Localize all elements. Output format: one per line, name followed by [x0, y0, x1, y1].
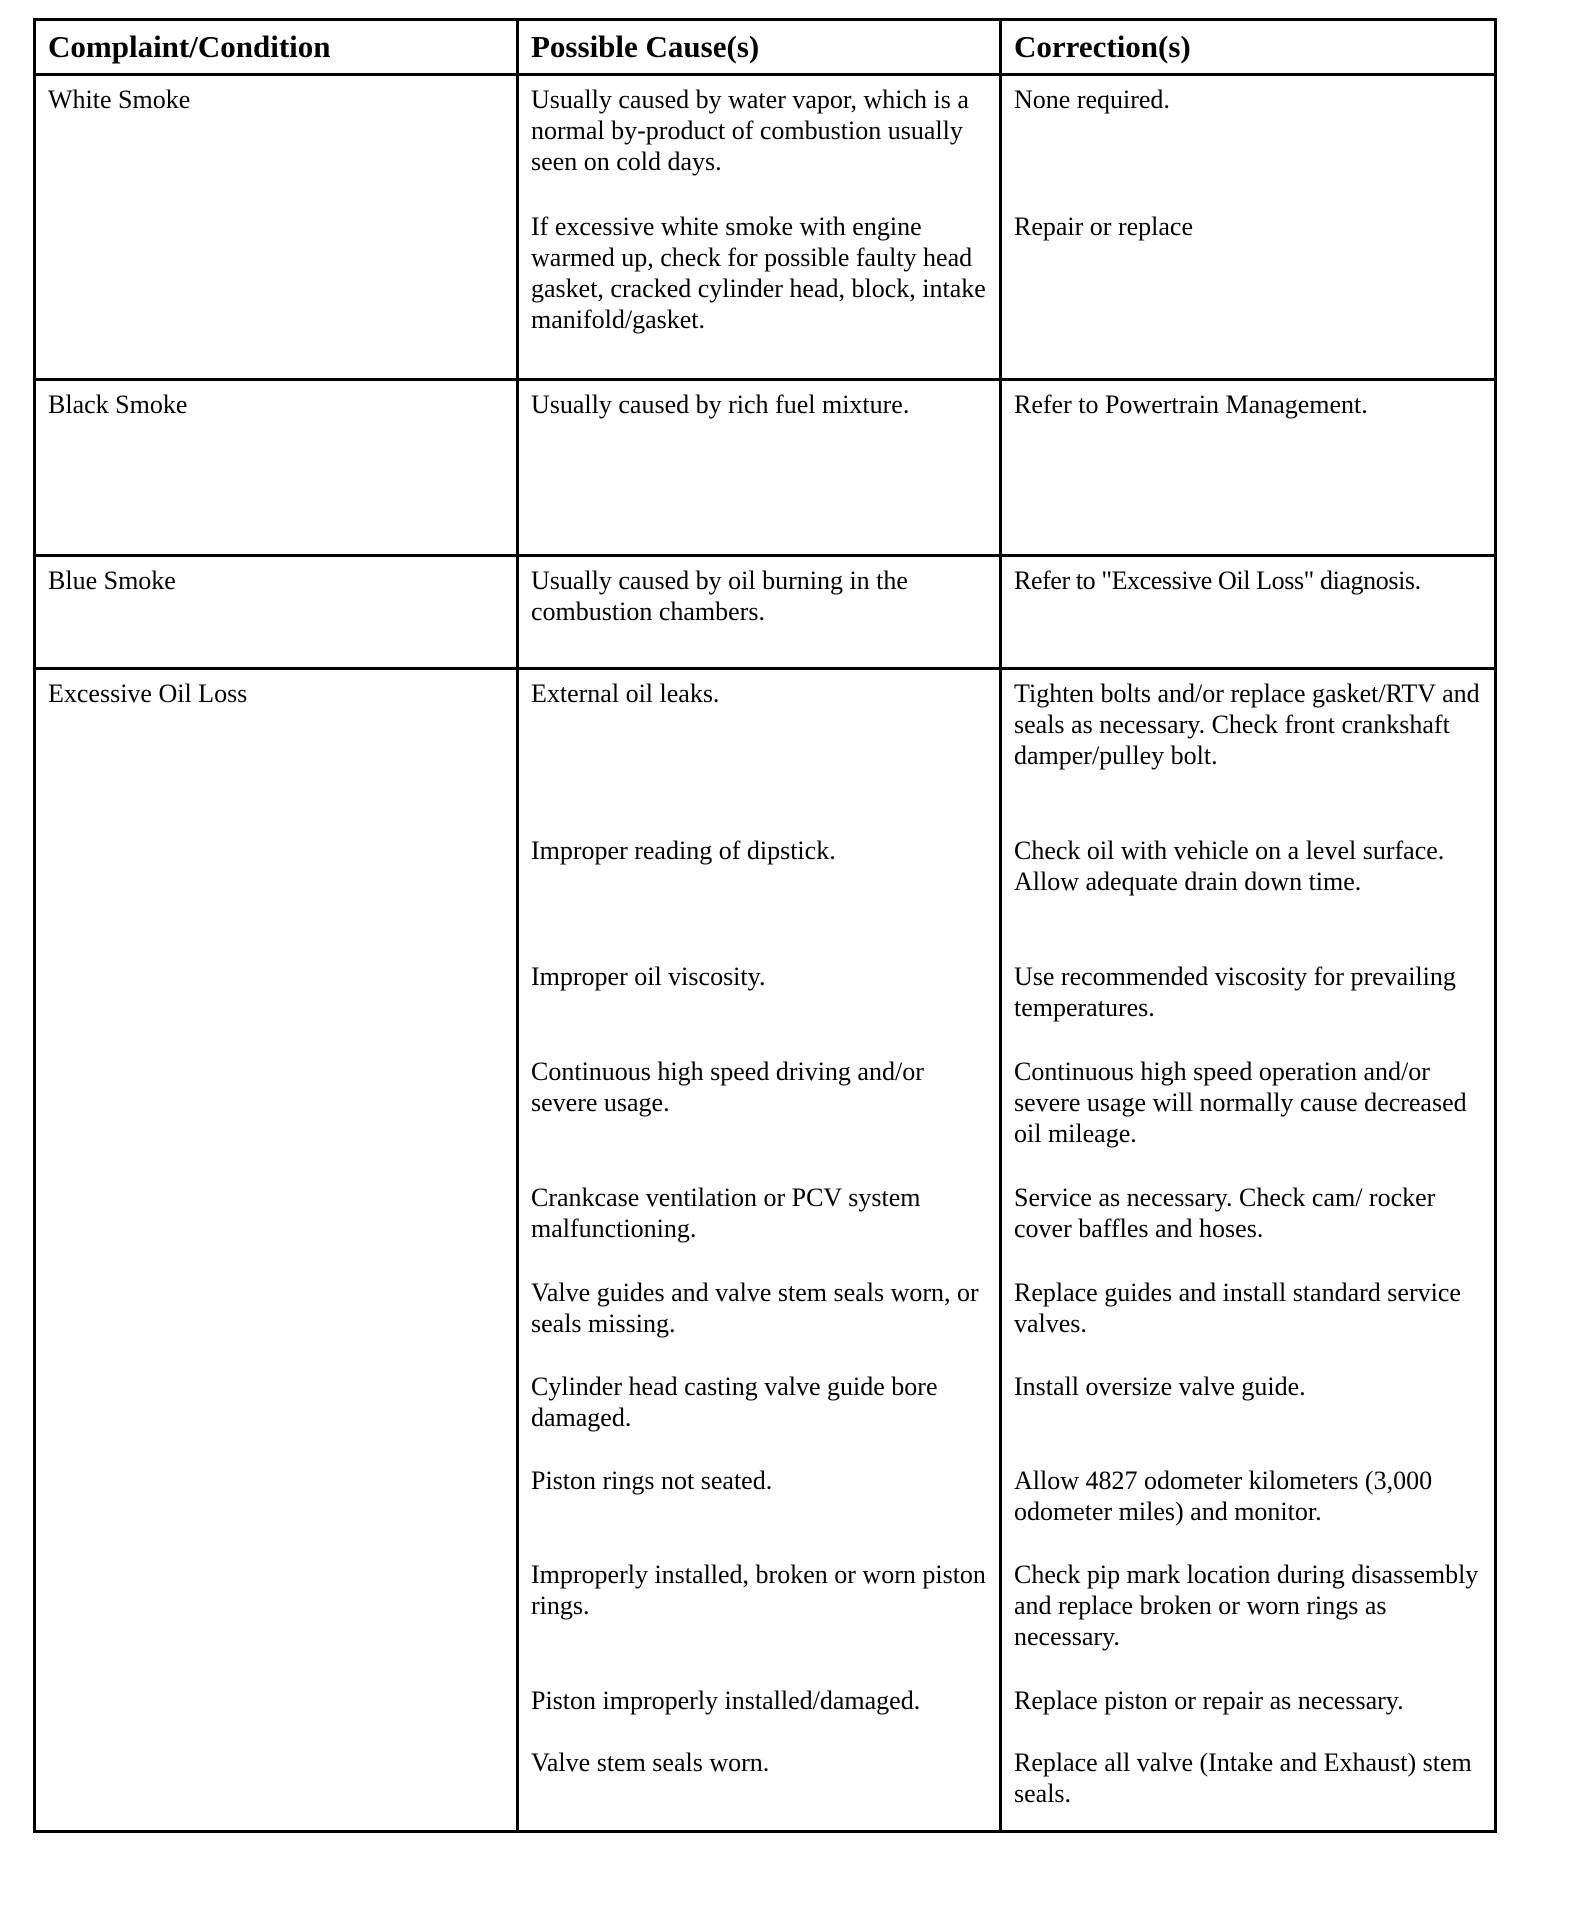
- correction-item: Check pip mark location during disassembly and replace broken or worn rings as necessary.: [1014, 1560, 1479, 1651]
- diagnosis-table: [33, 18, 1497, 1833]
- table-row: [35, 380, 1496, 556]
- correction-item: Allow 4827 odometer kilometers (3,000 odometer miles) and monitor.: [1014, 1466, 1433, 1526]
- cause-item: Cylinder head casting valve guide bore damaged.: [531, 1372, 938, 1432]
- correction-item: Tighten bolts and/or replace gasket/RTV and seals as necessary. Check front crankshaft damper/pulley bolt.: [1014, 679, 1480, 770]
- correction-item: Refer to Powertrain Management.: [1014, 390, 1368, 419]
- cause-item: Improper reading of dipstick.: [531, 836, 836, 865]
- cause-item: Improperly installed, broken or worn piston rings.: [531, 1560, 986, 1620]
- causes-cell: [518, 380, 1001, 556]
- correction-item: None required.: [1014, 85, 1170, 114]
- correction-item: Check oil with vehicle on a level surface. Allow adequate drain down time.: [1014, 836, 1445, 896]
- correction-item: Replace guides and install standard service valves.: [1014, 1278, 1461, 1338]
- cause-item: Improper oil viscosity.: [531, 962, 766, 991]
- causes-cell: [518, 669, 1001, 1832]
- condition-label: Excessive Oil Loss: [48, 679, 248, 708]
- cause-item: Valve guides and valve stem seals worn, or seals missing.: [531, 1278, 979, 1338]
- condition-label: White Smoke: [48, 85, 191, 114]
- condition-label: Blue Smoke: [48, 566, 176, 595]
- cause-item: Usually caused by oil burning in the combustion chambers.: [531, 566, 908, 626]
- condition-cell: [35, 556, 518, 669]
- causes-cell: [518, 556, 1001, 669]
- cause-item: Usually caused by rich fuel mixture.: [531, 390, 910, 419]
- condition-label: Black Smoke: [48, 390, 188, 419]
- table-row: [35, 669, 1496, 1832]
- correction-item: Use recommended viscosity for prevailing temperatures.: [1014, 962, 1456, 1022]
- correction-item: Install oversize valve guide.: [1014, 1372, 1306, 1401]
- condition-cell: [35, 75, 518, 380]
- correction-item: Replace piston or repair as necessary.: [1014, 1686, 1404, 1715]
- correction-item: Continuous high speed operation and/or severe usage will normally cause decreased oil mileage.: [1014, 1057, 1467, 1148]
- table-row: [35, 556, 1496, 669]
- correction-item: Repair or replace: [1014, 212, 1194, 241]
- corrections-cell: [1001, 556, 1496, 669]
- header-corrections: Correction(s): [1001, 20, 1496, 75]
- header-condition: Complaint/Condition: [35, 20, 518, 75]
- cause-item: Piston rings not seated.: [531, 1466, 773, 1495]
- corrections-cell: [1001, 380, 1496, 556]
- cause-item: Valve stem seals worn.: [531, 1748, 770, 1777]
- header-row: [35, 20, 1496, 75]
- corrections-cell: [1001, 75, 1496, 380]
- table-row: [35, 75, 1496, 380]
- correction-item: Replace all valve (Intake and Exhaust) stem seals.: [1014, 1748, 1472, 1808]
- correction-item: Refer to "Excessive Oil Loss" diagnosis.: [1014, 566, 1421, 595]
- cause-item: Piston improperly installed/damaged.: [531, 1686, 921, 1715]
- corrections-cell: [1001, 669, 1496, 1832]
- cause-item: External oil leaks.: [531, 679, 720, 708]
- cause-item: Continuous high speed driving and/or severe usage.: [531, 1057, 924, 1117]
- condition-cell: [35, 380, 518, 556]
- header-causes: Possible Cause(s): [518, 20, 1001, 75]
- cause-item: Usually caused by water vapor, which is a normal by-product of combustion usually seen on cold days.: [531, 85, 969, 176]
- condition-cell: [35, 669, 518, 1832]
- cause-item: If excessive white smoke with engine warmed up, check for possible faulty head gasket, cracked cylinder head, block, intake manifold/gasket.: [531, 212, 986, 334]
- correction-item: Service as necessary. Check cam/ rocker cover baffles and hoses.: [1014, 1183, 1436, 1243]
- cause-item: Crankcase ventilation or PCV system malfunctioning.: [531, 1183, 921, 1243]
- causes-cell: [518, 75, 1001, 380]
